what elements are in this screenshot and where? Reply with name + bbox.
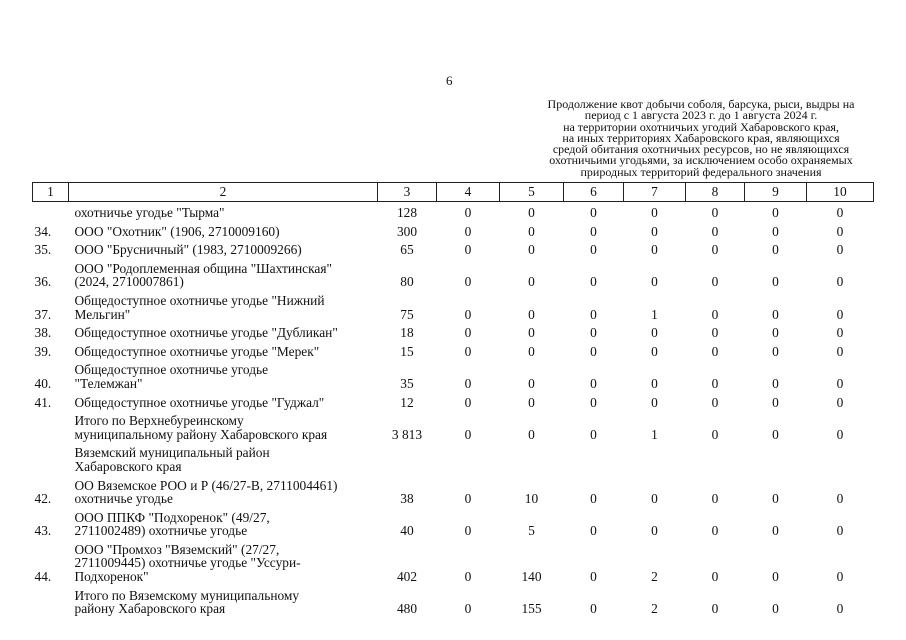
row-value-col-7: 0 bbox=[651, 325, 658, 341]
row-value-col-7: 0 bbox=[651, 523, 658, 539]
row-name-line: району Хабаровского края bbox=[74, 601, 226, 617]
heading-line: Продолжение квот добычи соболя, барсука, рыси, выдры на bbox=[547, 97, 855, 111]
row-value-col-7: 1 bbox=[651, 426, 658, 442]
row-name-line: Вяземский муниципальный район bbox=[74, 445, 270, 461]
row-value-col-10: 0 bbox=[836, 426, 844, 442]
row-name bbox=[69, 392, 378, 411]
row-value-col-8 bbox=[686, 442, 745, 474]
row-value-col-6: 0 bbox=[590, 523, 597, 539]
row-value-col-3: 128 bbox=[396, 205, 418, 220]
row-value-col-8: 0 bbox=[711, 375, 719, 391]
table-row bbox=[33, 539, 874, 585]
row-value-col-6: 0 bbox=[590, 569, 597, 585]
row-name-line: Общедоступное охотничье угодье "Мерек" bbox=[74, 343, 320, 359]
row-value-col-10: 0 bbox=[836, 223, 844, 239]
page-number: 6 bbox=[446, 73, 453, 88]
table-row bbox=[33, 392, 874, 411]
row-value-col-8: 0 bbox=[711, 491, 719, 507]
row-value-col-4: 0 bbox=[464, 205, 472, 220]
row-name-line: Итого по Вяземскому муниципальному bbox=[74, 587, 300, 603]
row-name bbox=[69, 239, 378, 258]
table-row bbox=[33, 410, 874, 442]
row-value-col-9: 0 bbox=[772, 205, 779, 220]
row-value-col-6: 0 bbox=[590, 394, 597, 410]
row-value-col-8: 0 bbox=[711, 205, 719, 220]
row-value-col-7: 2 bbox=[651, 569, 658, 585]
row-value-col-9 bbox=[745, 442, 807, 474]
quota-table bbox=[32, 182, 874, 617]
row-value-col-6: 0 bbox=[590, 242, 597, 258]
row-number: 34. bbox=[34, 223, 52, 239]
table-heading bbox=[532, 99, 870, 178]
row-value-col-5: 0 bbox=[528, 394, 535, 410]
table-row bbox=[33, 322, 874, 341]
row-number: 35. bbox=[34, 242, 52, 258]
row-value-col-3: 40 bbox=[400, 523, 414, 539]
row-value-col-4: 0 bbox=[464, 274, 472, 290]
row-value-col-5: 0 bbox=[528, 205, 535, 220]
row-value-col-10: 0 bbox=[836, 569, 844, 585]
row-value-col-9: 0 bbox=[772, 343, 779, 359]
row-value-col-9: 0 bbox=[772, 601, 779, 617]
row-value-col-9: 0 bbox=[772, 375, 779, 391]
table-row bbox=[33, 341, 874, 360]
row-value-col-8: 0 bbox=[711, 426, 719, 442]
row-name-line: 2711009445) охотничье угодье "Уссури- bbox=[74, 555, 301, 571]
column-header: 6 bbox=[564, 183, 624, 202]
row-value-col-3 bbox=[378, 442, 437, 474]
row-value-col-8: 0 bbox=[711, 601, 719, 617]
column-header: 10 bbox=[807, 183, 874, 202]
row-name-line: Итого по Верхнебуреинскому bbox=[74, 413, 244, 429]
row-number: 40. bbox=[34, 375, 52, 391]
row-value-col-3: 65 bbox=[400, 242, 414, 258]
row-value-col-8: 0 bbox=[711, 325, 719, 341]
row-name bbox=[69, 341, 378, 360]
row-value-col-8: 0 bbox=[711, 523, 719, 539]
row-value-col-7: 0 bbox=[651, 205, 658, 220]
row-value-col-6: 0 bbox=[590, 491, 597, 507]
row-value-col-9: 0 bbox=[772, 426, 779, 442]
row-value-col-5: 0 bbox=[528, 375, 535, 391]
row-value-col-7 bbox=[624, 442, 686, 474]
row-name-line: Общедоступное охотничье угодье bbox=[74, 362, 269, 378]
row-name-line: Общедоступное охотничье угодье "Гуджал" bbox=[74, 394, 325, 410]
row-value-col-5: 0 bbox=[528, 306, 535, 322]
row-value-col-6: 0 bbox=[590, 601, 597, 617]
row-name bbox=[69, 221, 378, 240]
row-name-line: охотничье угодье "Тырма" bbox=[74, 205, 225, 220]
row-name bbox=[69, 539, 378, 585]
row-name bbox=[69, 475, 378, 507]
row-value-col-6: 0 bbox=[590, 205, 597, 220]
row-value-col-4: 0 bbox=[464, 523, 472, 539]
row-value-col-9: 0 bbox=[772, 223, 779, 239]
column-header: 9 bbox=[745, 183, 807, 202]
row-value-col-6: 0 bbox=[590, 223, 597, 239]
heading-line: природных территорий федерального значения bbox=[580, 164, 822, 179]
row-value-col-6: 0 bbox=[590, 375, 597, 391]
heading-line: охотничьими угодьями, за исключением особо охраняемых bbox=[549, 153, 853, 168]
row-value-col-3: 35 bbox=[400, 375, 414, 391]
row-value-col-10: 0 bbox=[836, 306, 844, 322]
row-value-col-8: 0 bbox=[711, 394, 719, 410]
row-name-line: (2024, 2710007861) bbox=[74, 274, 184, 290]
row-name bbox=[69, 258, 378, 290]
row-value-col-5: 0 bbox=[528, 325, 535, 341]
row-value-col-6: 0 bbox=[590, 426, 597, 442]
row-value-col-7: 0 bbox=[651, 343, 658, 359]
row-name bbox=[69, 507, 378, 539]
row-value-col-10: 0 bbox=[836, 601, 844, 617]
row-value-col-8: 0 bbox=[711, 223, 719, 239]
row-value-col-3: 80 bbox=[400, 274, 414, 290]
heading-line: на территории охотничьих угодий Хабаровского края, bbox=[563, 119, 839, 134]
row-value-col-9: 0 bbox=[772, 274, 779, 290]
table-row bbox=[33, 258, 874, 290]
row-value-col-5: 0 bbox=[528, 274, 535, 290]
row-value-col-10: 0 bbox=[836, 343, 844, 359]
row-name-line: охотничье угодье bbox=[74, 491, 173, 507]
row-value-col-3: 18 bbox=[400, 325, 414, 341]
row-value-col-7: 2 bbox=[651, 601, 658, 617]
row-value-col-4: 0 bbox=[464, 601, 472, 617]
row-value-col-4: 0 bbox=[464, 375, 472, 391]
column-number-row bbox=[33, 183, 874, 202]
row-value-col-4: 0 bbox=[464, 223, 472, 239]
table-row bbox=[33, 221, 874, 240]
row-name bbox=[69, 322, 378, 341]
row-name bbox=[69, 202, 378, 221]
row-name-line: муниципальному району Хабаровского края bbox=[74, 426, 328, 442]
row-value-col-6: 0 bbox=[590, 325, 597, 341]
row-value-col-4: 0 bbox=[464, 394, 472, 410]
table-row bbox=[33, 475, 874, 507]
row-name bbox=[69, 585, 378, 617]
row-value-col-5: 0 bbox=[528, 426, 535, 442]
row-number: 41. bbox=[34, 394, 52, 410]
table-row bbox=[33, 507, 874, 539]
row-value-col-7: 0 bbox=[651, 274, 658, 290]
row-value-col-10: 0 bbox=[836, 375, 844, 391]
column-header: 2 bbox=[69, 183, 378, 202]
row-value-col-9: 0 bbox=[772, 306, 779, 322]
row-name-line: ООО "Родоплеменная община "Шахтинская" bbox=[74, 260, 332, 276]
row-number bbox=[33, 442, 69, 474]
row-value-col-10: 0 bbox=[836, 523, 844, 539]
row-value-col-4: 0 bbox=[464, 242, 472, 258]
row-number: 43. bbox=[34, 523, 52, 539]
row-value-col-7: 0 bbox=[651, 242, 658, 258]
row-value-col-10: 0 bbox=[836, 274, 844, 290]
heading-line: на иных территориях Хабаровского края, являющихся bbox=[562, 130, 840, 145]
table-row bbox=[33, 442, 874, 474]
row-value-col-5: 0 bbox=[528, 223, 535, 239]
row-value-col-8: 0 bbox=[711, 274, 719, 290]
row-value-col-3: 300 bbox=[396, 223, 418, 239]
row-number: 42. bbox=[34, 491, 52, 507]
column-header: 5 bbox=[500, 183, 564, 202]
row-value-col-3: 402 bbox=[396, 569, 418, 585]
column-header: 7 bbox=[624, 183, 686, 202]
row-name bbox=[69, 410, 378, 442]
row-value-col-5: 140 bbox=[521, 569, 542, 585]
table-row bbox=[33, 290, 874, 322]
row-value-col-5: 10 bbox=[524, 491, 539, 507]
row-value-col-4: 0 bbox=[464, 306, 472, 322]
row-number: 37. bbox=[34, 306, 52, 322]
column-header: 4 bbox=[437, 183, 500, 202]
row-value-col-4: 0 bbox=[464, 325, 472, 341]
row-name-line: Мельгин" bbox=[74, 306, 131, 322]
row-value-col-5: 155 bbox=[521, 601, 542, 617]
row-value-col-10: 0 bbox=[836, 394, 844, 410]
row-value-col-9: 0 bbox=[772, 569, 779, 585]
table-row bbox=[33, 202, 874, 221]
row-value-col-8: 0 bbox=[711, 242, 719, 258]
row-name-line: "Телемжан" bbox=[74, 375, 143, 391]
row-value-col-7: 0 bbox=[651, 394, 658, 410]
row-value-col-10: 0 bbox=[836, 491, 844, 507]
row-value-col-4 bbox=[437, 442, 500, 474]
row-value-col-5: 0 bbox=[528, 343, 535, 359]
row-value-col-3: 12 bbox=[400, 394, 414, 410]
row-name-line: Подхоренок" bbox=[74, 569, 149, 585]
row-value-col-7: 0 bbox=[651, 491, 658, 507]
column-header: 3 bbox=[378, 183, 437, 202]
row-value-col-8: 0 bbox=[711, 569, 719, 585]
row-value-col-9: 0 bbox=[772, 394, 779, 410]
row-value-col-9: 0 bbox=[772, 325, 779, 341]
row-value-col-3: 3 813 bbox=[391, 426, 423, 442]
heading-line: период с 1 августа 2023 г. до 1 августа 2024 г. bbox=[584, 108, 818, 123]
row-value-col-10 bbox=[807, 442, 874, 474]
row-number: 39. bbox=[34, 343, 52, 359]
row-value-col-4: 0 bbox=[464, 491, 472, 507]
row-value-col-4: 0 bbox=[464, 569, 472, 585]
row-number: 44. bbox=[34, 569, 52, 585]
row-name bbox=[69, 442, 378, 474]
row-value-col-9: 0 bbox=[772, 242, 779, 258]
row-name bbox=[69, 359, 378, 391]
row-number: 36. bbox=[34, 274, 52, 290]
row-name-line: Общедоступное охотничье угодье "Нижний bbox=[74, 292, 325, 308]
row-value-col-8: 0 bbox=[711, 306, 719, 322]
row-value-col-4: 0 bbox=[464, 426, 472, 442]
row-value-col-6: 0 bbox=[590, 306, 597, 322]
row-name-line: Хабаровского края bbox=[74, 458, 182, 474]
row-value-col-5: 0 bbox=[528, 242, 535, 258]
row-value-col-10: 0 bbox=[836, 325, 844, 341]
row-value-col-10: 0 bbox=[836, 205, 844, 220]
column-header: 8 bbox=[686, 183, 745, 202]
row-value-col-3: 15 bbox=[400, 343, 414, 359]
row-value-col-6 bbox=[564, 442, 624, 474]
heading-line: средой обитания охотничьих ресурсов, но не являющихся bbox=[552, 142, 850, 157]
row-name bbox=[69, 290, 378, 322]
row-value-col-7: 0 bbox=[651, 223, 658, 239]
table-row bbox=[33, 585, 874, 617]
row-value-col-7: 0 bbox=[651, 375, 658, 391]
row-value-col-6: 0 bbox=[590, 343, 597, 359]
row-number bbox=[33, 202, 69, 221]
row-value-col-9: 0 bbox=[772, 491, 779, 507]
row-value-col-8: 0 bbox=[711, 343, 719, 359]
column-header: 1 bbox=[33, 183, 69, 202]
row-name-line: ООО ППКФ "Подхоренок" (49/27, bbox=[74, 509, 270, 525]
row-value-col-5 bbox=[500, 442, 564, 474]
table-row bbox=[33, 359, 874, 391]
row-name-line: Общедоступное охотничье угодье "Дубликан" bbox=[74, 325, 338, 341]
row-value-col-6: 0 bbox=[590, 274, 597, 290]
row-name-line: ОО Вяземское РОО и Р (46/27-В, 2711004461) bbox=[74, 477, 338, 493]
row-value-col-3: 38 bbox=[400, 491, 414, 507]
row-value-col-5: 5 bbox=[528, 523, 535, 539]
row-name-line: ООО "Брусничный" (1983, 2710009266) bbox=[74, 242, 302, 258]
row-number: 38. bbox=[34, 325, 52, 341]
row-number bbox=[33, 585, 69, 617]
row-value-col-10: 0 bbox=[836, 242, 844, 258]
table-row bbox=[33, 239, 874, 258]
row-name-line: 2711002489) охотничье угодье bbox=[74, 523, 248, 539]
row-value-col-7: 1 bbox=[651, 306, 658, 322]
row-name-line: ООО "Охотник" (1906, 2710009160) bbox=[74, 223, 280, 239]
table-body bbox=[33, 202, 874, 617]
row-value-col-9: 0 bbox=[772, 523, 779, 539]
row-value-col-3: 480 bbox=[396, 601, 418, 617]
row-value-col-4: 0 bbox=[464, 343, 472, 359]
row-number bbox=[33, 410, 69, 442]
row-name-line: ООО "Промхоз "Вяземский" (27/27, bbox=[74, 541, 280, 557]
row-value-col-3: 75 bbox=[400, 306, 414, 322]
